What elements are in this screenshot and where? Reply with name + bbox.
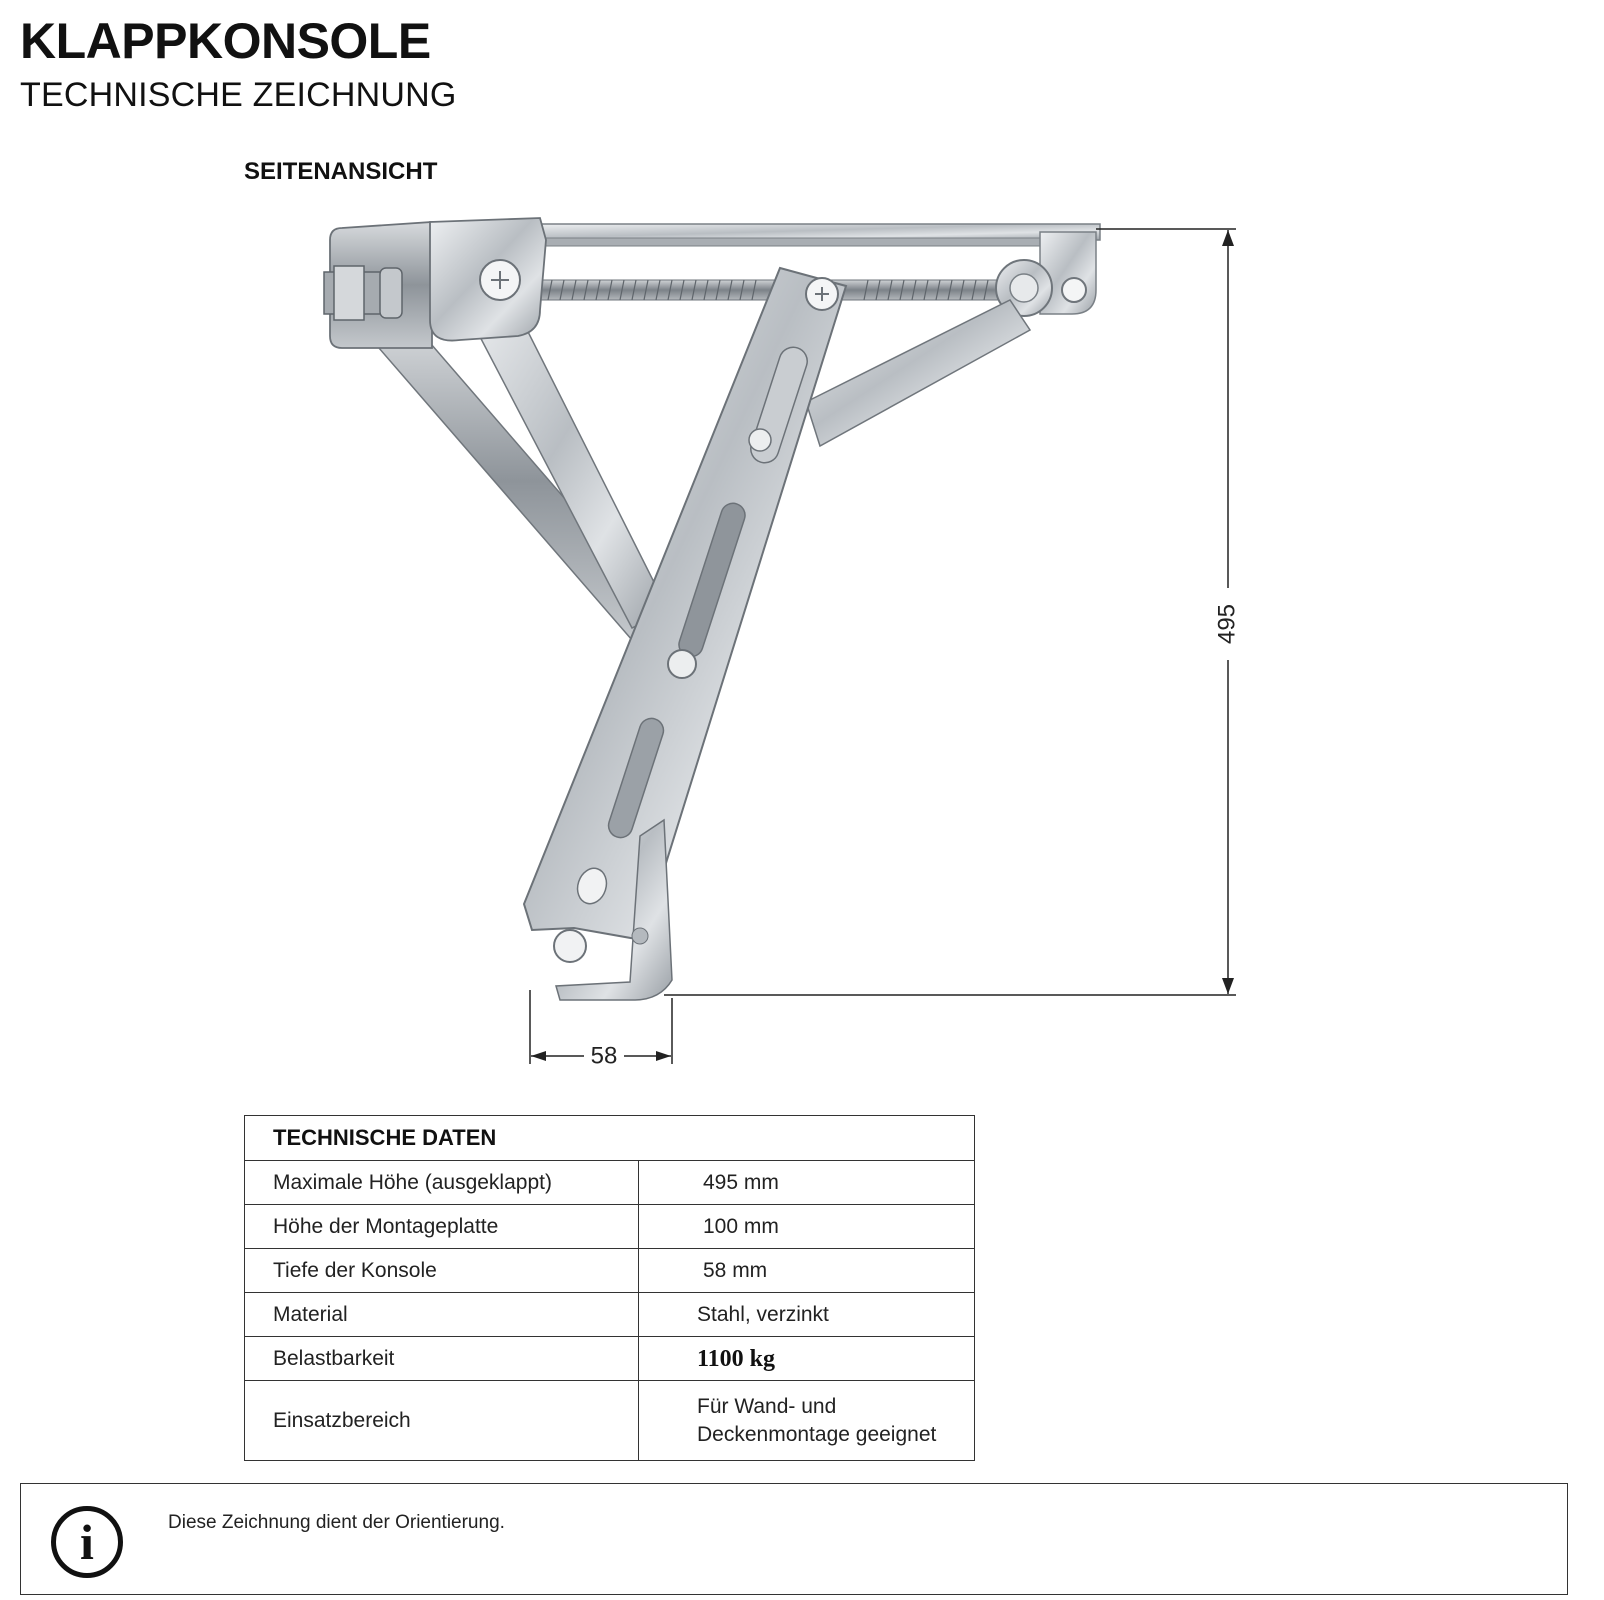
view-label: SEITENANSICHT xyxy=(244,158,438,185)
spec-table xyxy=(244,1115,975,1461)
spec-label: Maximale Höhe (ausgeklappt) xyxy=(245,1161,639,1205)
spec-table-heading: TECHNISCHE DATEN xyxy=(245,1116,975,1161)
table-row xyxy=(245,1337,975,1381)
info-note-text: Diese Zeichnung dient der Orientierung. xyxy=(168,1512,505,1533)
spec-value: Stahl, verzinkt xyxy=(639,1293,975,1337)
table-row xyxy=(245,1161,975,1205)
spec-value: 100 mm xyxy=(639,1205,975,1249)
info-icon: i xyxy=(51,1506,123,1578)
spec-label: Einsatzbereich xyxy=(245,1381,639,1461)
spec-value xyxy=(639,1381,975,1461)
page-subtitle: TECHNISCHE ZEICHNUNG xyxy=(20,76,457,114)
info-note xyxy=(20,1483,1568,1595)
depth-dimension-label: 58 xyxy=(590,1042,618,1070)
page-title: KLAPPKONSOLE xyxy=(20,13,431,69)
spec-label: Material xyxy=(245,1293,639,1337)
table-row xyxy=(245,1205,975,1249)
spec-value-line: Für Wand- und xyxy=(697,1394,837,1418)
spec-label: Tiefe der Konsole xyxy=(245,1249,639,1293)
bracket-illustration xyxy=(324,218,1100,1000)
spec-value: 1100 kg xyxy=(639,1337,975,1381)
table-row xyxy=(245,1249,975,1293)
spec-label: Belastbarkeit xyxy=(245,1337,639,1381)
table-row xyxy=(245,1293,975,1337)
spec-value: 495 mm xyxy=(639,1161,975,1205)
height-dimension-label: 495 xyxy=(1213,603,1241,645)
spec-label: Höhe der Montageplatte xyxy=(245,1205,639,1249)
spec-value-line: Deckenmontage geeignet xyxy=(697,1422,937,1446)
spec-value: 58 mm xyxy=(639,1249,975,1293)
table-row xyxy=(245,1381,975,1461)
spec-table-header-row xyxy=(245,1116,975,1161)
